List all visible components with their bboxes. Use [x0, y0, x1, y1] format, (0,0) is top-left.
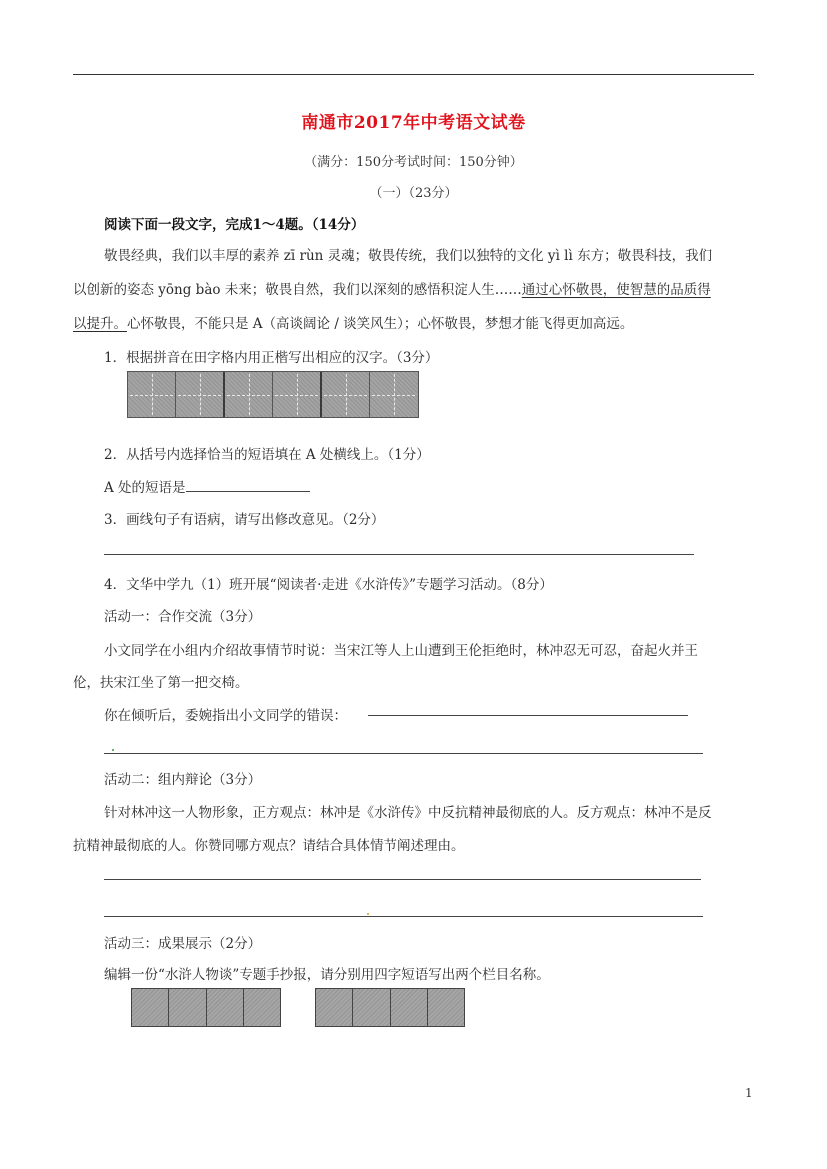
- underlined-sentence-part-1: 通过心怀敬畏，使智慧的品质得: [521, 282, 711, 298]
- column-name-box-1[interactable]: [131, 988, 281, 1027]
- column-name-cell[interactable]: [169, 989, 206, 1026]
- passage-line-1: 敬畏经典，我们以丰厚的素养 zī rùn 灵魂；敬畏传统，我们以独特的文化 yì lì 东方；敬畏科技，我们: [104, 248, 713, 264]
- stray-mark: [367, 913, 369, 915]
- tianzige-cell[interactable]: [370, 372, 417, 417]
- reading-instruction: 阅读下面一段文字，完成1～4题。（14分）: [104, 217, 365, 233]
- answer-line-q3[interactable]: [104, 554, 694, 555]
- passage-line-3: [73, 312, 633, 332]
- question-3: 3．画线句子有语病，请写出修改意见。（2分）: [104, 512, 385, 528]
- header-rule: [73, 74, 754, 75]
- question-2-answer: [104, 476, 310, 496]
- underlined-sentence-part-2: 以提升。: [73, 316, 127, 332]
- passage-line-2: [73, 278, 711, 298]
- question-2: 2．从括号内选择恰当的短语填在 A 处横线上。（1分）: [104, 447, 430, 463]
- column-name-cell[interactable]: [353, 989, 390, 1026]
- tianzige-group-3: [322, 372, 417, 417]
- tianzige-cell[interactable]: [273, 372, 320, 417]
- column-name-cell[interactable]: [391, 989, 428, 1026]
- activity-1-text-1: 小文同学在小组内介绍故事情节时说：当宋江等人上山遭到王伦拒绝时，林冲忍无可忍，奋起火并王: [104, 643, 698, 659]
- answer-line-act2-b[interactable]: [104, 916, 703, 917]
- exam-subtitle: （满分：150分考试时间：150分钟）: [304, 155, 523, 170]
- answer-line-act1-a[interactable]: [368, 715, 688, 716]
- activity-1-title: 活动一：合作交流（3分）: [104, 609, 262, 625]
- column-name-cell[interactable]: [132, 989, 169, 1026]
- activity-2-title: 活动二：组内辩论（3分）: [104, 772, 262, 788]
- activity-2-text-1: 针对林冲这一人物形象，正方观点：林冲是《水浒传》中反抗精神最彻底的人。反方观点：林冲不是反: [104, 805, 712, 821]
- column-name-box-2[interactable]: [315, 988, 465, 1027]
- answer-line-act1-b[interactable]: [104, 753, 703, 754]
- answer-label: A 处的短语是: [104, 480, 186, 496]
- activity-3-title: 活动三：成果展示（2分）: [104, 936, 262, 952]
- column-name-cell[interactable]: [316, 989, 353, 1026]
- stray-mark: [112, 749, 114, 751]
- tianzige-group-2: [225, 372, 322, 417]
- page-number: 1: [745, 1086, 753, 1100]
- answer-line-act2-a[interactable]: [104, 879, 701, 880]
- tianzige-group-1: [128, 372, 225, 417]
- activity-1-text-2: 伦，扶宋江坐了第一把交椅。: [73, 675, 249, 691]
- column-name-cell[interactable]: [207, 989, 244, 1026]
- tianzige-grid[interactable]: [127, 371, 419, 418]
- activity-2-text-2: 抗精神最彻底的人。你赞同哪方观点？请结合具体情节阐述理由。: [73, 838, 465, 854]
- passage-line-2-text: 以创新的姿态 yōng bào 未来；敬畏自然，我们以深刻的感悟积淀人生……: [73, 282, 522, 298]
- activity-3-text: 编辑一份“水浒人物谈”专题手抄报，请分别用四字短语写出两个栏目名称。: [104, 967, 550, 983]
- tianzige-cell[interactable]: [176, 372, 223, 417]
- tianzige-cell[interactable]: [128, 372, 176, 417]
- passage-line-3-text: 心怀敬畏，不能只是 A（高谈阔论 / 谈笑风生）；心怀敬畏，梦想才能飞得更加高远。: [127, 316, 634, 332]
- activity-1-prompt: 你在倾听后，委婉指出小文同学的错误：: [104, 708, 347, 724]
- column-name-cell[interactable]: [428, 989, 464, 1026]
- exam-title: 南通市2017年中考语文试卷: [301, 113, 526, 133]
- tianzige-cell[interactable]: [322, 372, 370, 417]
- question-4: 4．文华中学九（1）班开展“阅读者·走进《水浒传》”专题学习活动。（8分）: [104, 577, 553, 593]
- answer-blank-a[interactable]: [186, 479, 310, 492]
- question-1: 1．根据拼音在田字格内用正楷写出相应的汉字。（3分）: [104, 350, 439, 366]
- section-heading: （一）（23分）: [369, 186, 458, 201]
- column-name-cell[interactable]: [244, 989, 280, 1026]
- tianzige-cell[interactable]: [225, 372, 273, 417]
